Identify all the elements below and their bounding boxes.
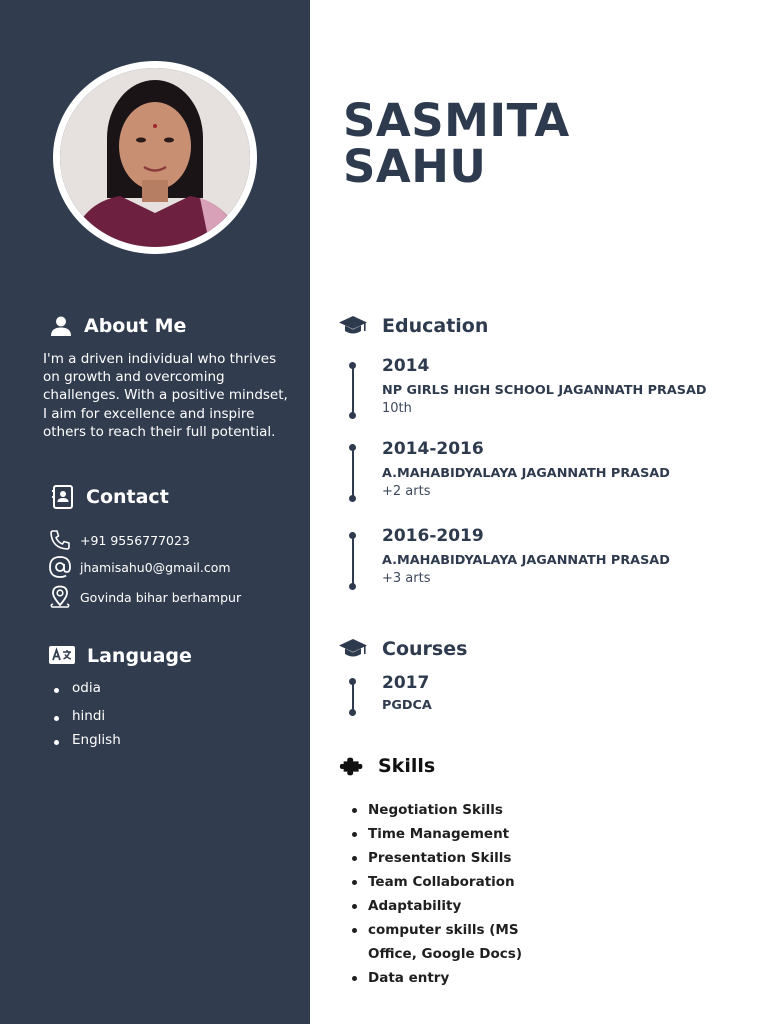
skill-item: Presentation Skills — [350, 846, 550, 870]
skills-list — [350, 798, 550, 990]
language-title: Language — [87, 645, 192, 667]
contact-address — [48, 585, 241, 609]
about-text: I'm a driven individual who thrives on growth and overcoming challenges. With a positive mindset, I aim for excellence and inspire others to reach their full potential. — [43, 351, 288, 440]
courses-title: Courses — [382, 638, 468, 660]
profile-photo — [60, 68, 250, 247]
graduation-cap-icon — [338, 636, 368, 662]
education-institution: A.MAHABIDYALAYA JAGANNATH PRASAD — [382, 553, 670, 568]
sidebar — [0, 0, 310, 1024]
contact-email — [48, 555, 231, 579]
puzzle-piece-icon — [338, 753, 368, 779]
skill-item: Data entry — [350, 966, 550, 990]
location-pin-icon — [48, 585, 72, 609]
skill-item: Negotiation Skills — [350, 798, 550, 822]
education-year: 2016-2019 — [382, 526, 484, 546]
first-name: SASMITA — [343, 94, 570, 147]
graduation-cap-icon — [338, 313, 368, 339]
person-icon — [48, 313, 74, 339]
education-institution: NP GIRLS HIGH SCHOOL JAGANNATH PRASAD — [382, 383, 707, 398]
courses-heading — [338, 636, 467, 662]
skill-item: Team Collaboration — [350, 870, 550, 894]
contact-phone — [48, 528, 190, 552]
timeline-marker — [348, 678, 357, 716]
timeline-marker — [348, 532, 357, 590]
address-text: Govinda bihar berhampur — [80, 589, 242, 605]
education-year: 2014 — [382, 356, 430, 376]
at-sign-icon — [48, 555, 72, 579]
main-content — [310, 0, 768, 1024]
language-item: hindi — [52, 708, 121, 724]
timeline-marker — [348, 362, 357, 419]
email-address[interactable]: jhamisahu0@gmail.com — [80, 559, 231, 575]
education-title: Education — [382, 315, 489, 337]
about-heading — [48, 313, 186, 339]
course-year: 2017 — [382, 673, 430, 693]
skill-item: computer skills (MS Office, Google Docs) — [350, 918, 550, 966]
phone-icon — [48, 528, 72, 552]
skill-item: Adaptability — [350, 894, 550, 918]
timeline-marker — [348, 444, 357, 502]
education-year: 2014-2016 — [382, 439, 484, 459]
language-item: English — [52, 732, 121, 748]
course-entry — [382, 673, 432, 713]
person-name — [343, 94, 570, 193]
contact-title: Contact — [86, 486, 169, 508]
language-item: odia — [52, 680, 121, 696]
language-heading — [47, 643, 192, 669]
education-degree: +3 arts — [382, 571, 431, 586]
education-institution: A.MAHABIDYALAYA JAGANNATH PRASAD — [382, 466, 670, 481]
language-list — [52, 680, 121, 748]
skills-title: Skills — [378, 755, 436, 777]
translate-icon — [47, 643, 77, 669]
education-entry — [382, 356, 707, 416]
contact-heading — [50, 484, 169, 510]
contact-card-icon — [50, 484, 76, 510]
phone-number[interactable]: +91 9556777023 — [80, 532, 190, 548]
education-heading — [338, 313, 488, 339]
education-degree: +2 arts — [382, 484, 431, 499]
about-title: About Me — [84, 315, 187, 337]
skill-item: Time Management — [350, 822, 550, 846]
course-name: PGDCA — [382, 698, 432, 713]
education-entry — [382, 439, 670, 499]
profile-photo-frame — [53, 61, 257, 254]
education-entry — [382, 526, 670, 586]
skills-heading — [338, 753, 435, 779]
last-name: SAHU — [343, 140, 487, 193]
education-degree: 10th — [382, 401, 412, 416]
